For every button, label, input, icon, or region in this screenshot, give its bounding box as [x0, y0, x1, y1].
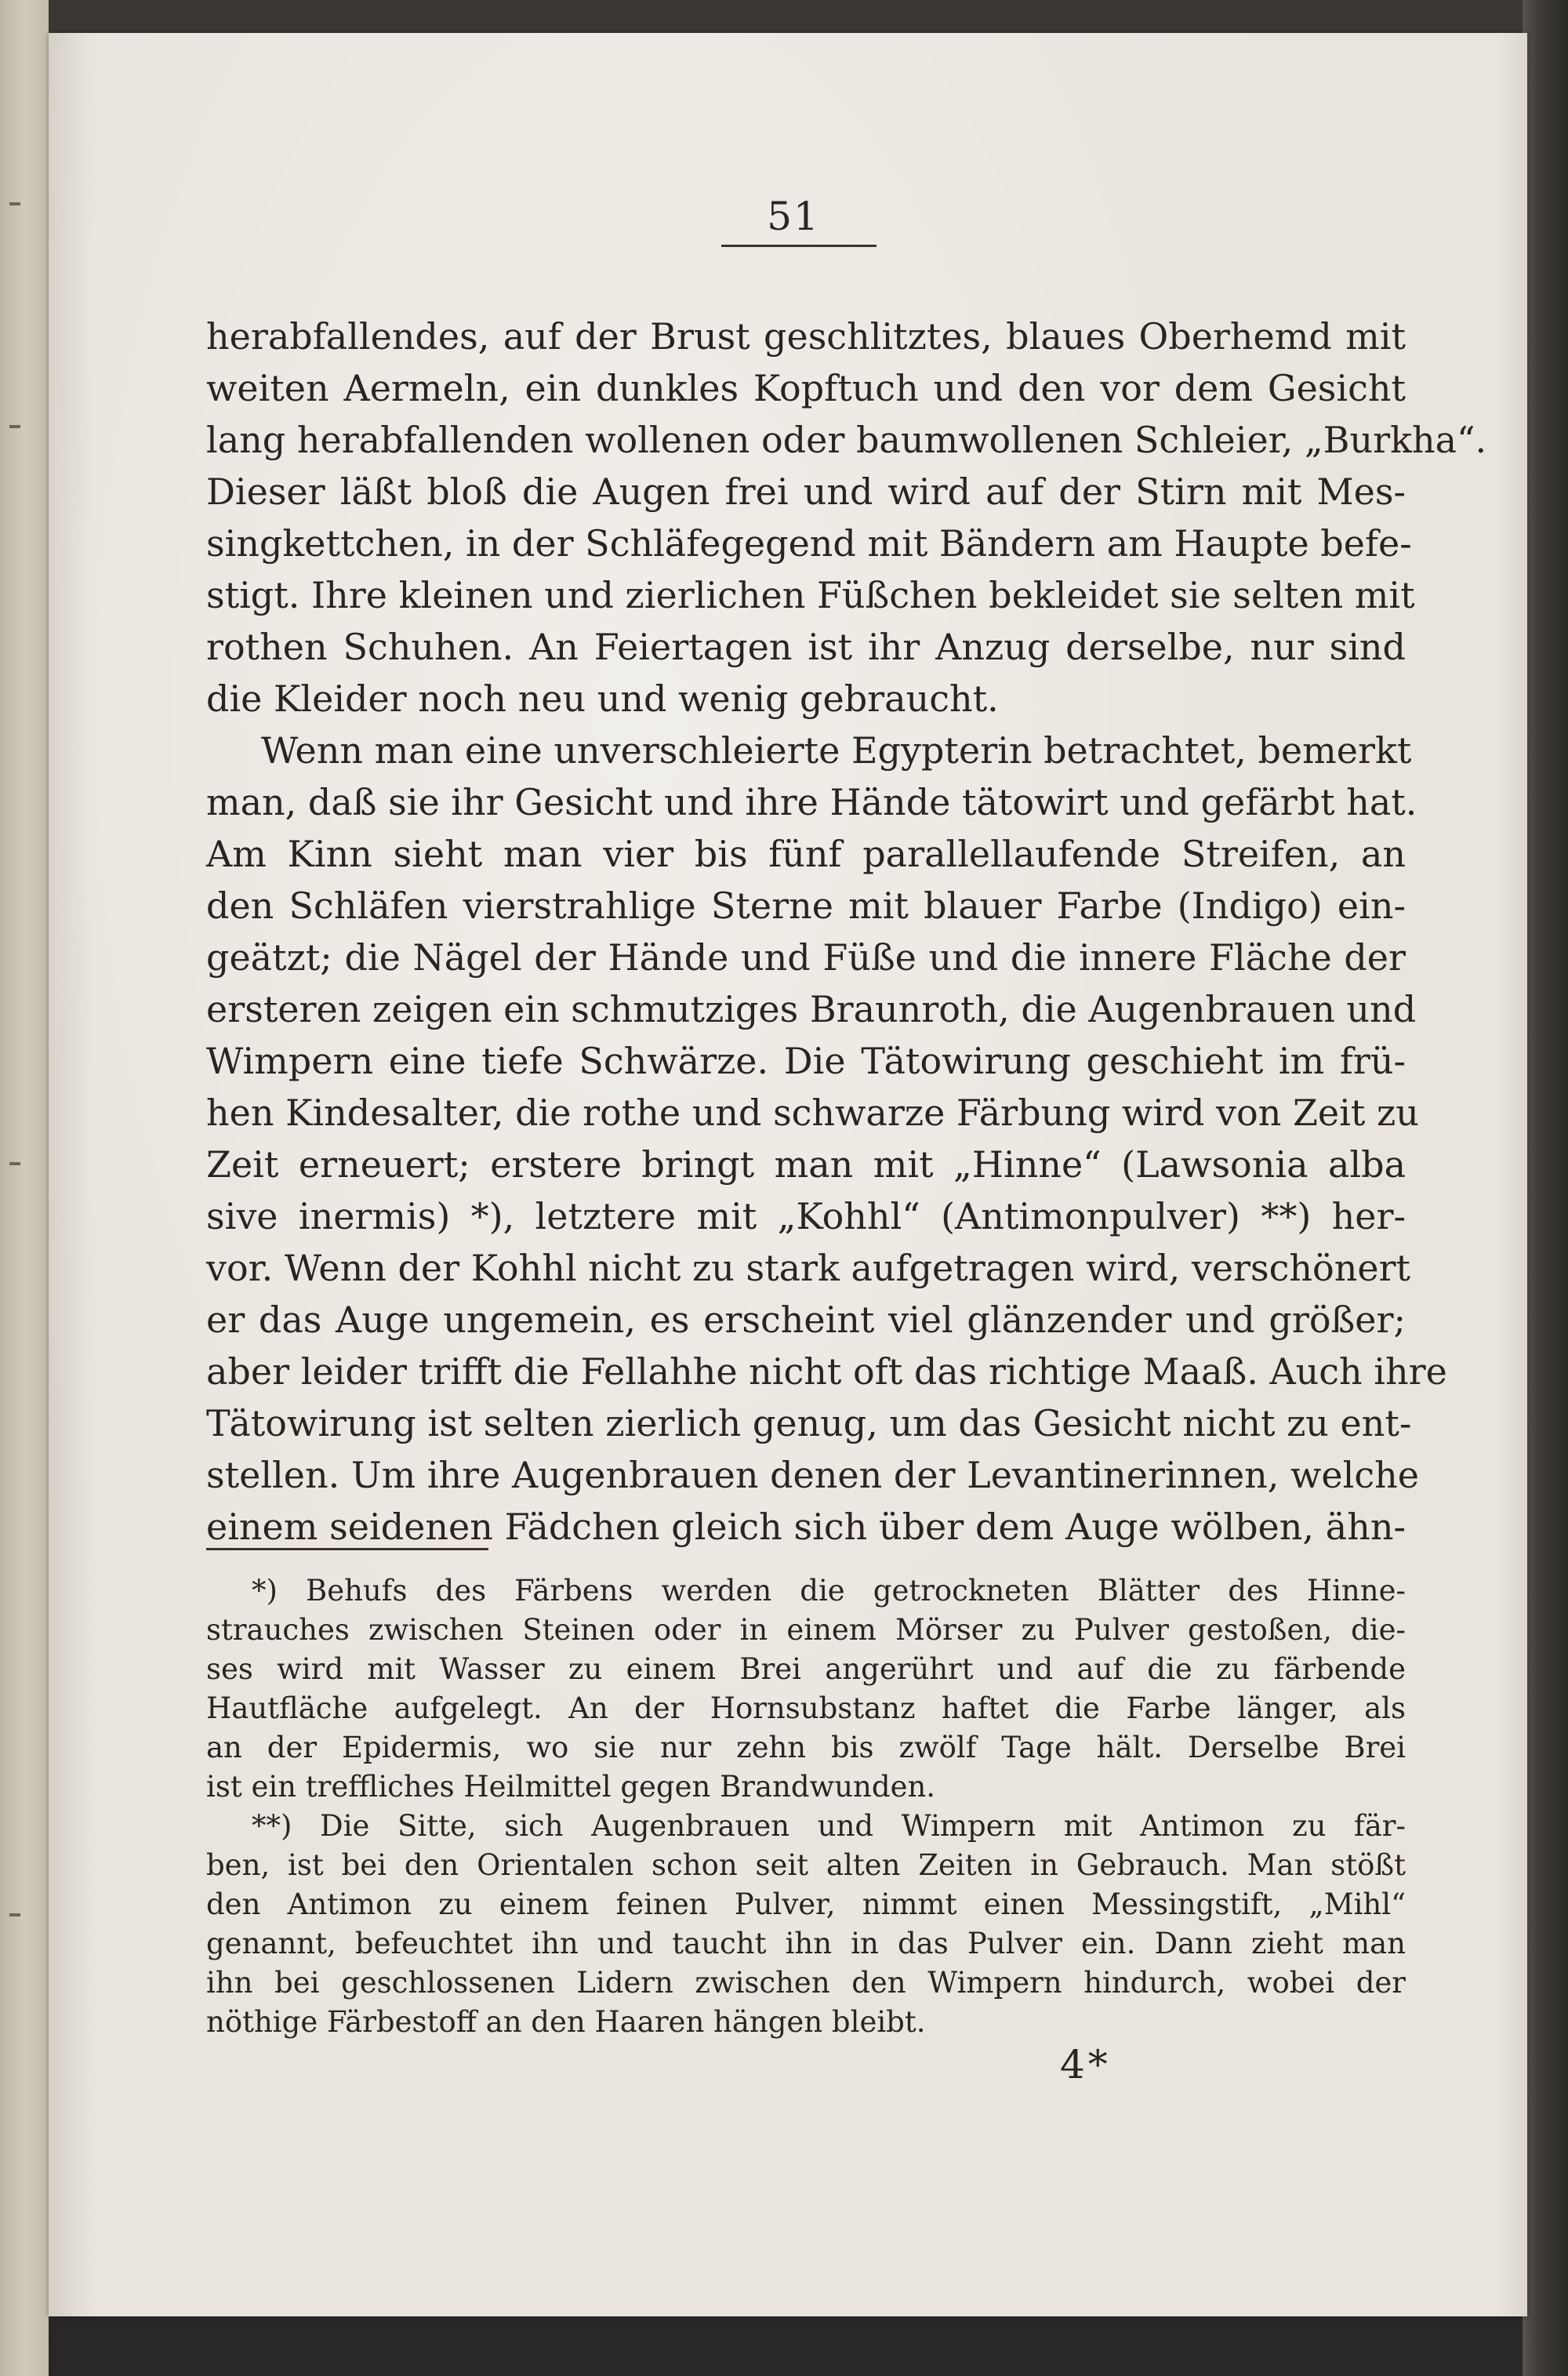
footnotes: [206, 1571, 1406, 2042]
text-line: vor. Wenn der Kohhl nicht zu stark aufgetragen wird, verschönert: [206, 1247, 1411, 1289]
edge-mark: [9, 1913, 20, 1916]
footnote-line: strauches zwischen Steinen oder in einem Mörser zu Pulver gestoßen, die-: [206, 1613, 1406, 1647]
book-cover-edge: [1523, 0, 1568, 2376]
text-line: singkettchen, in der Schläfegegend mit Bändern am Haupte befe-: [206, 522, 1412, 565]
footnote-line: *) Behufs des Färbens werden die getrockneten Blätter des Hinne-: [252, 1574, 1406, 1608]
text-line: geätzt; die Nägel der Hände und Füße und die innere Fläche der: [206, 936, 1406, 979]
book-page: [49, 33, 1527, 2316]
text-line: sive inermis) *), letztere mit „Kohhl“ (Antimonpulver) **) her-: [206, 1195, 1406, 1237]
edge-mark: [9, 202, 20, 205]
text-line: stigt. Ihre kleinen und zierlichen Füßchen bekleidet sie selten mit: [206, 574, 1415, 616]
footnote-line: Hautfläche aufgelegt. An der Hornsubstanz haftet die Farbe länger, als: [206, 1691, 1406, 1725]
text-line: den Schläfen vierstrahlige Sterne mit blauer Farbe (Indigo) ein-: [206, 885, 1406, 927]
footnote-line: den Antimon zu einem feinen Pulver, nimmt einen Messingstift, „Mihl“: [206, 1887, 1406, 1921]
text-line: Wenn man eine unverschleierte Egypterin betrachtet, bemerkt: [261, 729, 1412, 772]
text-line: lang herabfallenden wollenen oder baumwollenen Schleier, „Burkha“.: [206, 419, 1487, 461]
text-line: Tätowirung ist selten zierlich genug, um das Gesicht nicht zu ent-: [206, 1402, 1412, 1444]
text-line: weiten Aermeln, ein dunkles Kopftuch und den vor dem Gesicht: [206, 367, 1406, 409]
text-line: hen Kindesalter, die rothe und schwarze Färbung wird von Zeit zu: [206, 1092, 1419, 1134]
facing-page-edge: [0, 0, 49, 2376]
edge-mark: [9, 1162, 20, 1165]
printer-signature-mark: 4*: [1060, 2042, 1111, 2087]
header-rule: [721, 245, 877, 247]
main-text-body: [206, 311, 1487, 1553]
footnote-line: ses wird mit Wasser zu einem Brei angerührt und auf die zu färbende: [206, 1652, 1406, 1686]
text-line: Wimpern eine tiefe Schwärze. Die Tätowirung geschieht im frü-: [206, 1040, 1406, 1082]
footnote-line: ben, ist bei den Orientalen schon seit alten Zeiten in Gebrauch. Man stößt: [206, 1848, 1406, 1882]
footnote-line: ihn bei geschlossenen Lidern zwischen den Wimpern hindurch, wobei der: [206, 1966, 1406, 2000]
footnote-rule: [206, 1548, 488, 1550]
edge-mark: [9, 425, 20, 428]
text-line: rothen Schuhen. An Feiertagen ist ihr Anzug derselbe, nur sind: [206, 626, 1406, 668]
text-line: aber leider trifft die Fellahhe nicht oft das richtige Maaß. Auch ihre: [206, 1350, 1447, 1393]
text-line: er das Auge ungemein, es erscheint viel glänzender und größer;: [206, 1299, 1406, 1341]
footnote-line: an der Epidermis, wo sie nur zehn bis zwölf Tage hält. Derselbe Brei: [206, 1731, 1406, 1764]
text-line: man, daß sie ihr Gesicht und ihre Hände tätowirt und gefärbt hat.: [206, 781, 1417, 823]
footnote-line: ist ein treffliches Heilmittel gegen Brandwunden.: [206, 1770, 936, 1804]
footnote-line: genannt, befeuchtet ihn und taucht ihn in das Pulver ein. Dann zieht man: [206, 1927, 1406, 1960]
footnote-line: **) Die Sitte, sich Augenbrauen und Wimpern mit Antimon zu fär-: [252, 1809, 1406, 1843]
text-line: Am Kinn sieht man vier bis fünf parallellaufende Streifen, an: [206, 833, 1406, 875]
text-line: Zeit erneuert; erstere bringt man mit „Hinne“ (Lawsonia alba: [206, 1143, 1406, 1186]
text-line: die Kleider noch neu und wenig gebraucht.: [206, 678, 999, 720]
page-number: 51: [767, 194, 820, 239]
footnote-line: nöthige Färbestoff an den Haaren hängen bleibt.: [206, 2005, 926, 2039]
text-line: Dieser läßt bloß die Augen frei und wird auf der Stirn mit Mes-: [206, 470, 1406, 513]
text-line: einem seidenen Fädchen gleich sich über dem Auge wölben, ähn-: [206, 1506, 1406, 1548]
text-line: stellen. Um ihre Augenbrauen denen der Levantinerinnen, welche: [206, 1454, 1419, 1496]
text-line: ersteren zeigen ein schmutziges Braunroth, die Augenbrauen und: [206, 988, 1417, 1030]
text-line: herabfallendes, auf der Brust geschlitztes, blaues Oberhemd mit: [206, 315, 1406, 358]
